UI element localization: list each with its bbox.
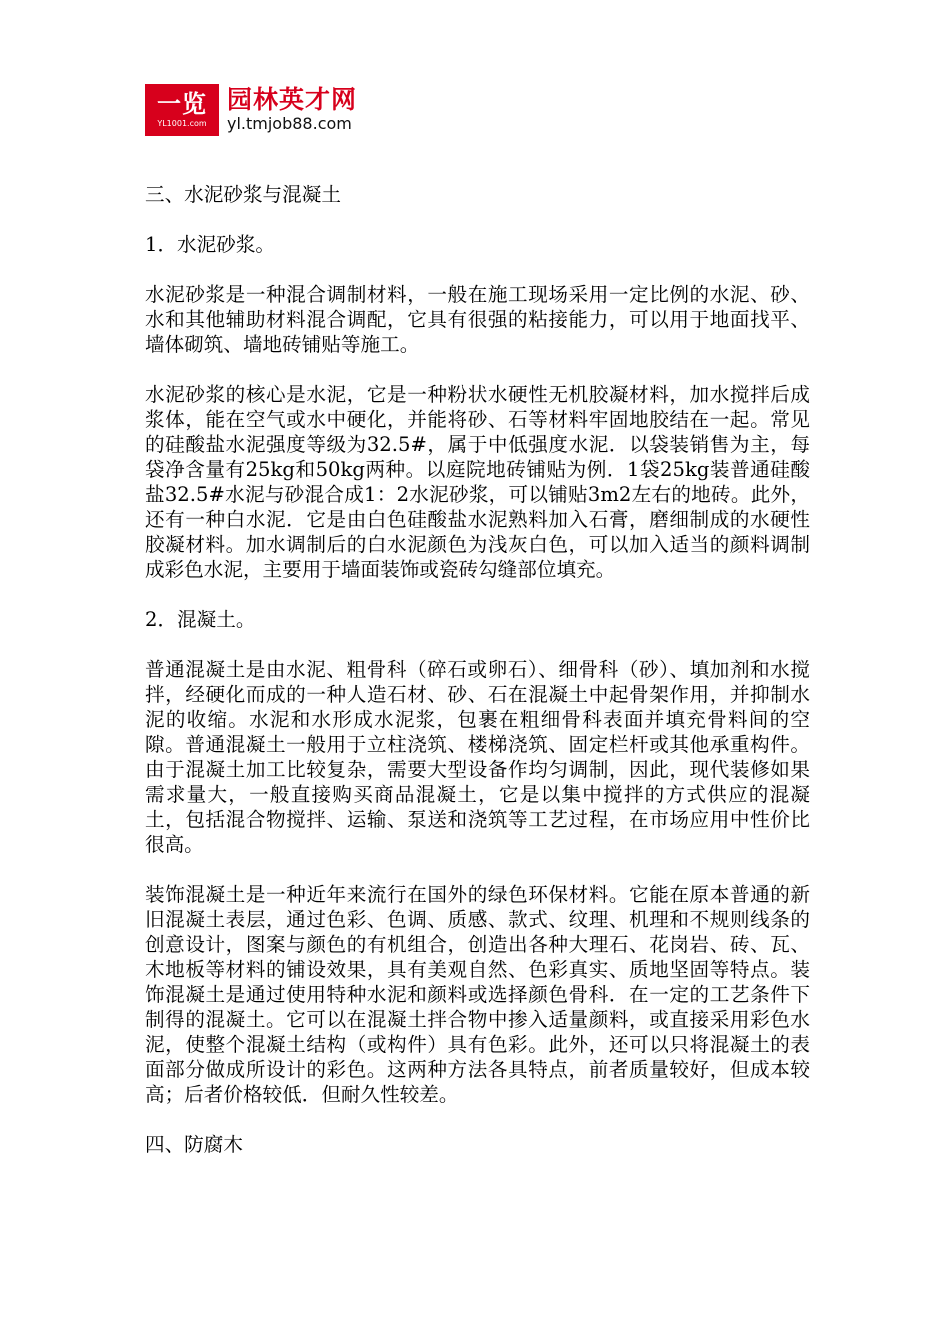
logo-text: 一览 [157,90,207,118]
section-heading-cement: 三、水泥砂浆与混凝土 [145,183,341,206]
paragraph: 水泥砂浆是一种混合调制材料，一般在施工现场采用一定比例的水泥、砂、水和其他辅助材料混合调配，它具有很强的粘接能力，可以用于地面找平、墙体砌筑、墙地砖铺贴等施工。 [145,283,810,356]
paragraph: 水泥砂浆的核心是水泥，它是一种粉状水硬性无机胶凝材料，加水搅拌后成浆体，能在空气或水中硬化，并能将砂、石等材料牢固地胶结在一起。常见的硅酸盐水泥强度等级为32.5#，属于中低强度水泥．以袋装销售为主，每袋净含量有25kg和50kg两种。以庭院地砖铺贴为例．1袋25kg装普通硅酸盐32.5#水泥与砂混合成1：2水泥砂浆，可以铺贴3m2左右的地砖。此外，还有一种白水泥．它是由白色硅酸盐水泥熟料加入石膏，磨细制成的水硬性胶凝材料。加水调制后的白水泥颜色为浅灰白色，可以加入适当的颜料调制成彩色水泥，主要用于墙面装饰或瓷砖勾缝部位填充。 [145,383,810,581]
section-heading-preserved-wood: 四、防腐木 [145,1133,243,1156]
yilan-logo [145,84,219,136]
subheading-cement-mortar: 1．水泥砂浆。 [145,233,276,256]
document-body [145,182,810,1182]
paragraph: 装饰混凝土是一种近年来流行在国外的绿色环保材料。它能在原本普通的新旧混凝土表层，通过色彩、色调、质感、款式、纹理、机理和不规则线条的创意设计，图案与颜色的有机组合，创造出各种大理石、花岗岩、砖、瓦、木地板等材料的铺设效果，具有美观自然、色彩真实、质地坚固等特点。装饰混凝土是通过使用特种水泥和颜料或选择颜色骨科．在一定的工艺条件下制得的混凝土。它可以在混凝土拌合物中掺入适量颜料，或直接采用彩色水泥，使整个混凝土结构（或构件）具有色彩。此外，还可以只将混凝土的表面部分做成所设计的彩色。这两种方法各具特点，前者质量较好，但成本较高；后者价格较低．但耐久性较差。 [145,883,810,1106]
paragraph: 普通混凝土是由水泥、粗骨科（碎石或卵石）、细骨科（砂）、填加剂和水搅拌，经硬化而成的一种人造石材、砂、石在混凝土中起骨架作用，并抑制水泥的收缩。水泥和水形成水泥浆，包裹在粗细骨科表面并填充骨料间的空隙。普通混凝土一般用于立柱浇筑、楼梯浇筑、固定栏杆或其他承重构件。由于混凝土加工比较复杂，需要大型设备作均匀调制，因此，现代装修如果需求量大，一般直接购买商品混凝土，它是以集中搅拌的方式供应的混凝土，包括混合物搅拌、运输、泵送和浇筑等工艺过程，在市场应用中性价比很高。 [145,658,810,856]
site-header [145,84,357,136]
site-url: yl.tmjob88.com [227,114,352,133]
site-name: 园林英才网 [227,85,358,114]
subheading-concrete: 2．混凝土。 [145,608,256,631]
logo-subtext: YL1001.com [157,119,207,128]
site-title-block [227,86,357,134]
